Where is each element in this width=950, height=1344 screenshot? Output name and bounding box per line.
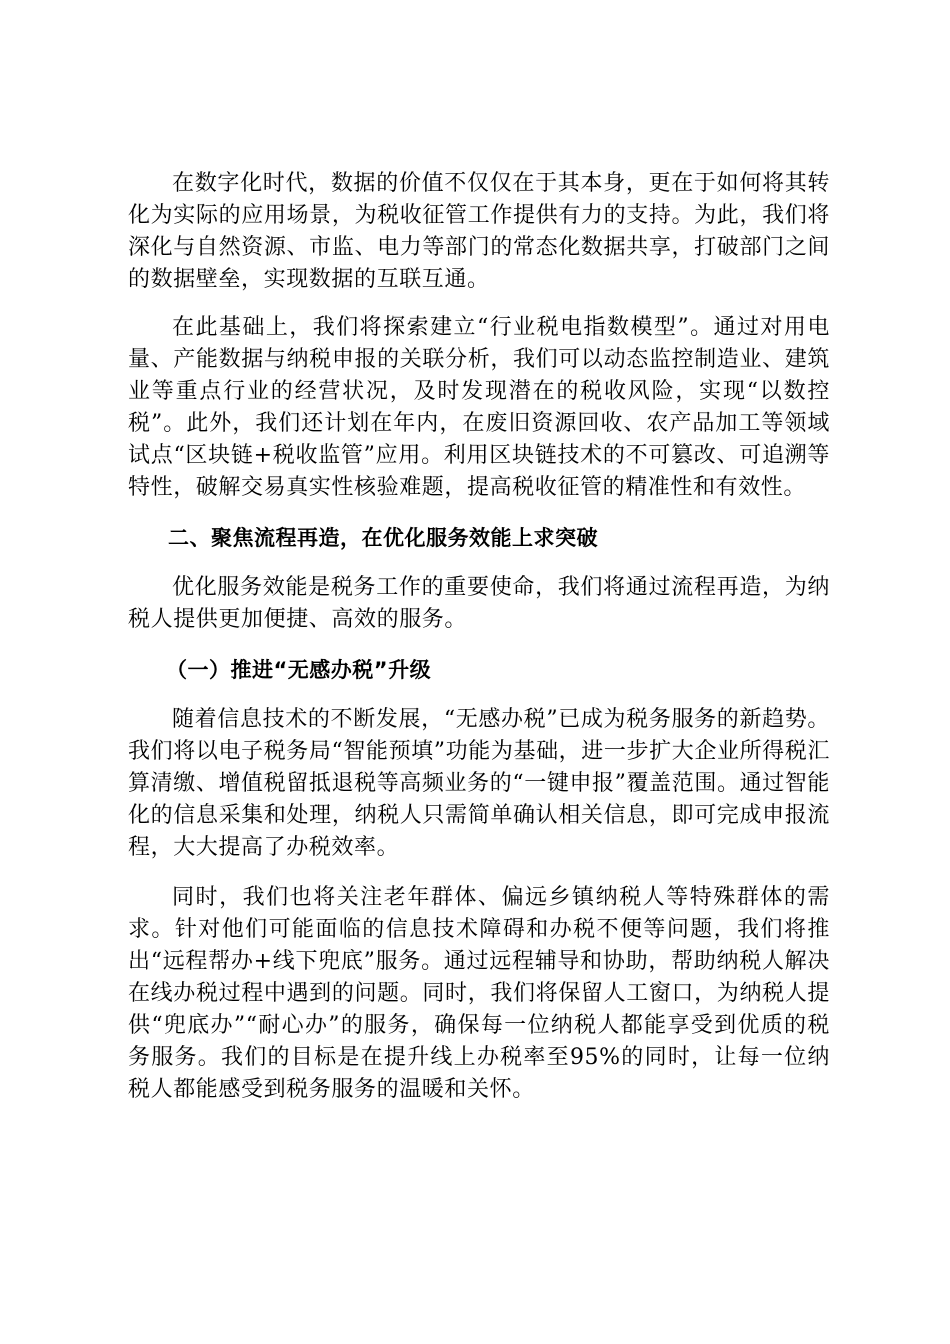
paragraph-gap bbox=[128, 504, 830, 522]
paragraph-data-sharing: 在数字化时代，数据的价值不仅仅在于其本身，更在于如何将其转化为实际的应用场景，为税收征管工作提供有力的支持。为此，我们将深化与自然资源、市监、电力等部门的常态化数据共享，打破部门之间的数据壁垒，实现数据的互联互通。 bbox=[128, 171, 830, 292]
paragraph-gap bbox=[128, 686, 830, 704]
paragraph-gap bbox=[128, 296, 830, 312]
document-page bbox=[128, 168, 830, 1106]
paragraph-service-efficiency: 优化服务效能是税务工作的重要使命，我们将通过流程再造，为纳税人提供更加便捷、高效的服务。 bbox=[128, 575, 830, 632]
paragraph-gap bbox=[128, 636, 830, 654]
paragraph-gap bbox=[128, 554, 830, 572]
paragraph-tax-electricity-model: 在此基础上，我们将探索建立“行业税电指数模型”。通过对用电量、产能数据与纳税申报的关联分析，我们可以动态监控制造业、建筑业等重点行业的经营状况，及时发现潜在的税收风险，实现“以数控税”。此外，我们还计划在年内，在废旧资源回收、农产品加工等领域试点“区块链+税收监管”应用。利用区块链技术的不可篡改、可追溯等特性，破解交易真实性核验难题，提高税收征管的精准性和有效性。 bbox=[128, 315, 830, 500]
section-heading: 二、聚焦流程再造，在优化服务效能上求突破 bbox=[168, 526, 598, 550]
paragraph-special-groups: 同时，我们也将关注老年群体、偏远乡镇纳税人等特殊群体的需求。针对他们可能面临的信息技术障碍和办税不便等问题，我们将推出“远程帮办+线下兜底”服务。通过远程辅导和协助，帮助纳税人解决在线办税过程中遇到的问题。同时，我们将保留人工窗口，为纳税人提供“兜底办”“耐心办”的服务，确保每一位纳税人都能享受到优质的税务服务。我们的目标是在提升线上办税率至95%的同时，让每一位纳税人都能感受到税务服务的温暖和关怀。 bbox=[128, 885, 830, 1102]
subsection-heading: （一）推进“无感办税”升级 bbox=[166, 658, 432, 682]
paragraph-seamless-tax: 随着信息技术的不断发展，“无感办税”已成为税务服务的新趋势。我们将以电子税务局“智能预填”功能为基础，进一步扩大企业所得税汇算清缴、增值税留抵退税等高频业务的“一键申报”覆盖范围。通过智能化的信息采集和处理，纳税人只需简单确认相关信息，即可完成申报流程，大大提高了办税效率。 bbox=[128, 707, 830, 860]
paragraph-gap bbox=[128, 864, 830, 882]
